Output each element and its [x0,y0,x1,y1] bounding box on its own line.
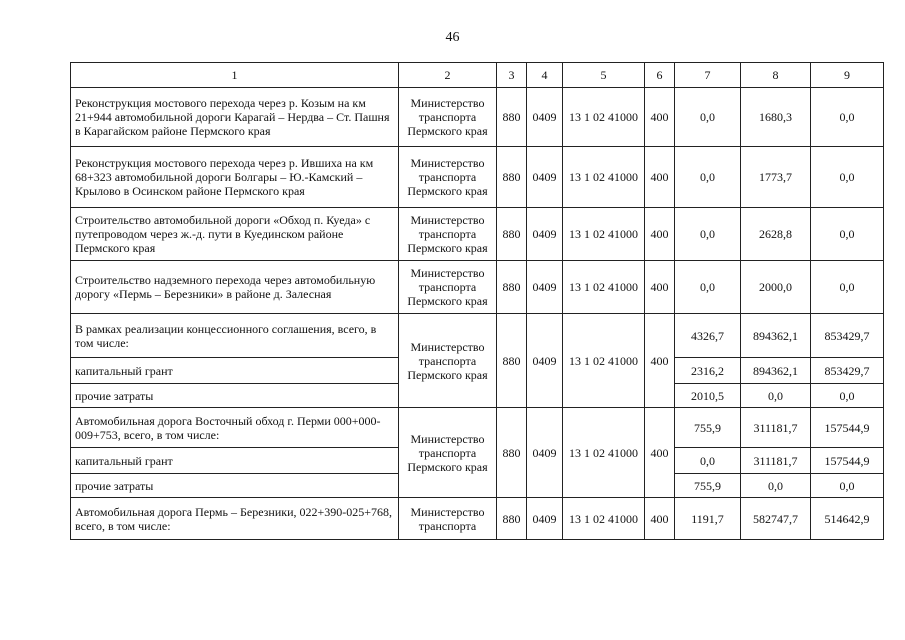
cell-col6: 400 [645,208,675,261]
group-title: Автомобильная дорога Восточный обход г. Перми 000+000-009+753, всего, в том числе: [71,408,399,448]
project-name: Строительство надземного перехода через автомобильную дорогу «Пермь – Березники» в районе д. Залесная [71,261,399,314]
ministry-cell: Министерство транспорта Пермского края [399,88,497,147]
cell-col7: 2010,5 [675,384,741,408]
group-title: В рамках реализации концессионного соглашения, всего, в том числе: [71,314,399,358]
cell-col9: 853429,7 [811,358,884,384]
table-row [71,88,884,147]
table-row [71,408,884,448]
subitem-name: капитальный грант [71,358,399,384]
ministry-cell: Министерство транспорта Пермского края [399,208,497,261]
subitem-name: прочие затраты [71,384,399,408]
column-header: 2 [399,63,497,88]
cell-col9: 0,0 [811,474,884,498]
cell-col7: 4326,7 [675,314,741,358]
column-header: 6 [645,63,675,88]
cell-col9: 0,0 [811,384,884,408]
cell-col7: 0,0 [675,208,741,261]
budget-table [70,62,884,540]
cell-col7: 755,9 [675,474,741,498]
table-row [71,208,884,261]
cell-col7: 2316,2 [675,358,741,384]
cell-col3: 880 [497,498,527,540]
ministry-cell: Министерство транспорта Пермского края [399,408,497,498]
page-number: 46 [445,30,460,45]
table-row [71,314,884,358]
column-number-row [71,63,884,88]
cell-col4: 0409 [527,147,563,208]
column-header: 5 [563,63,645,88]
cell-col4: 0409 [527,408,563,498]
subitem-name: капитальный грант [71,448,399,474]
cell-col5: 13 1 02 41000 [563,147,645,208]
column-header: 4 [527,63,563,88]
cell-col8: 2628,8 [741,208,811,261]
cell-col6: 400 [645,88,675,147]
cell-col9: 0,0 [811,88,884,147]
cell-col9: 0,0 [811,208,884,261]
cell-col8: 1773,7 [741,147,811,208]
cell-col8: 0,0 [741,384,811,408]
cell-col7: 755,9 [675,408,741,448]
ministry-cell: Министерство транспорта Пермского края [399,261,497,314]
cell-col4: 0409 [527,208,563,261]
cell-col8: 0,0 [741,474,811,498]
project-name: Реконструкция мостового перехода через р. Козым на км 21+944 автомобильной дороги Карагай – Нердва – Ст. Пашня в Карагайском районе Пермского края [71,88,399,147]
cell-col9: 157544,9 [811,448,884,474]
cell-col8: 311181,7 [741,448,811,474]
cell-col4: 0409 [527,314,563,408]
cell-col9: 0,0 [811,147,884,208]
cell-col3: 880 [497,88,527,147]
ministry-cell: Министерство транспорта Пермского края [399,147,497,208]
subitem-name: прочие затраты [71,474,399,498]
cell-col8: 2000,0 [741,261,811,314]
cell-col6: 400 [645,147,675,208]
table-row [71,498,884,540]
cell-col4: 0409 [527,88,563,147]
ministry-cell: Министерство транспорта [399,498,497,540]
ministry-cell: Министерство транспорта Пермского края [399,314,497,408]
cell-col7: 0,0 [675,261,741,314]
cell-col4: 0409 [527,498,563,540]
cell-col4: 0409 [527,261,563,314]
cell-col8: 1680,3 [741,88,811,147]
cell-col8: 311181,7 [741,408,811,448]
cell-col7: 0,0 [675,147,741,208]
column-header: 7 [675,63,741,88]
cell-col3: 880 [497,314,527,408]
cell-col7: 0,0 [675,88,741,147]
cell-col9: 157544,9 [811,408,884,448]
cell-col5: 13 1 02 41000 [563,208,645,261]
cell-col5: 13 1 02 41000 [563,408,645,498]
column-header: 3 [497,63,527,88]
cell-col8: 582747,7 [741,498,811,540]
cell-col8: 894362,1 [741,314,811,358]
cell-col8: 894362,1 [741,358,811,384]
cell-col6: 400 [645,408,675,498]
cell-col5: 13 1 02 41000 [563,261,645,314]
cell-col6: 400 [645,314,675,408]
cell-col5: 13 1 02 41000 [563,314,645,408]
cell-col3: 880 [497,408,527,498]
table-row [71,147,884,208]
cell-col6: 400 [645,261,675,314]
project-name: Реконструкция мостового перехода через р. Ившиха на км 68+323 автомобильной дороги Болгары – Ю.-Камский – Крылово в Осинском районе Пермского края [71,147,399,208]
cell-col3: 880 [497,261,527,314]
project-name: Автомобильная дорога Пермь – Березники, 022+390-025+768, всего, в том числе: [71,498,399,540]
cell-col5: 13 1 02 41000 [563,88,645,147]
cell-col9: 0,0 [811,261,884,314]
table-row [71,261,884,314]
column-header: 1 [71,63,399,88]
cell-col5: 13 1 02 41000 [563,498,645,540]
cell-col7: 0,0 [675,448,741,474]
column-header: 9 [811,63,884,88]
cell-col9: 853429,7 [811,314,884,358]
cell-col9: 514642,9 [811,498,884,540]
cell-col6: 400 [645,498,675,540]
cell-col3: 880 [497,208,527,261]
project-name: Строительство автомобильной дороги «Обход п. Куеда» с путепроводом через ж.-д. пути в Куединском районе Пермского края [71,208,399,261]
column-header: 8 [741,63,811,88]
cell-col3: 880 [497,147,527,208]
cell-col7: 1191,7 [675,498,741,540]
